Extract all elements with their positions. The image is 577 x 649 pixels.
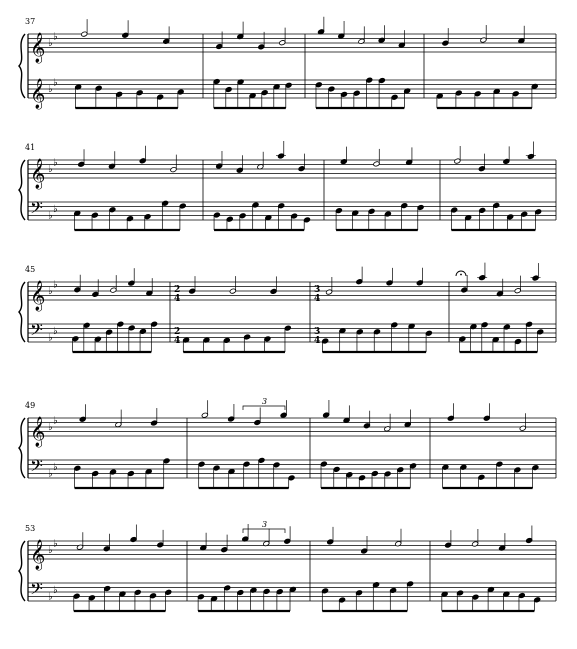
svg-text:2: 2	[174, 326, 181, 337]
measure-notes	[198, 457, 295, 488]
treble-clef-icon: 𝄞	[30, 33, 46, 63]
flat-icon: ♭	[53, 31, 58, 43]
treble-clef-icon: 𝄞	[30, 79, 46, 109]
measure-notes	[74, 458, 170, 488]
measure-notes	[75, 84, 185, 108]
measure-notes	[74, 200, 187, 230]
brace	[19, 418, 25, 478]
svg-text:4: 4	[174, 293, 181, 304]
system-5	[19, 524, 556, 611]
flat-icon: ♭	[53, 584, 58, 596]
measure-notes	[436, 83, 538, 108]
time-signature	[174, 285, 180, 304]
staff-upper	[28, 160, 556, 178]
tuplet-bracket	[243, 397, 285, 410]
measure-notes	[201, 400, 287, 425]
treble-clef-icon: 𝄞	[30, 281, 46, 311]
svg-text:4: 4	[314, 293, 321, 304]
flat-icon: ♭	[48, 210, 53, 222]
measure-notes	[318, 17, 406, 48]
treble-clef-icon: 𝄞	[30, 159, 46, 189]
flat-icon: ♭	[53, 325, 58, 337]
bass-clef-icon: 𝄢	[30, 578, 43, 603]
brace	[19, 282, 25, 342]
brace	[19, 160, 25, 220]
svg-text:2: 2	[174, 284, 181, 295]
flat-icon: ♭	[53, 279, 58, 291]
flat-icon: ♭	[53, 538, 58, 550]
bass-clef-icon: 𝄢	[30, 455, 43, 480]
staff-upper	[28, 282, 556, 300]
bass-clef-icon: 𝄢	[30, 197, 43, 222]
tuplet-number: 3	[262, 520, 268, 529]
brace	[19, 541, 25, 601]
staff-upper	[28, 418, 556, 436]
measure-notes	[441, 586, 541, 611]
bass-clef-icon: 𝄢	[30, 319, 43, 344]
measure-notes	[216, 22, 286, 50]
measure-number: 41	[25, 143, 36, 152]
staff-upper	[28, 34, 556, 52]
svg-text:4: 4	[314, 335, 321, 346]
tuplet-bracket	[243, 520, 285, 533]
measure-notes	[74, 268, 153, 297]
measure-notes	[189, 276, 277, 294]
measure-notes	[72, 321, 158, 352]
fermata-dot	[460, 274, 462, 276]
measure-notes	[442, 461, 539, 488]
flat-icon: ♭	[48, 286, 53, 297]
svg-text:3: 3	[314, 284, 321, 295]
measure-notes	[200, 524, 291, 553]
time-signature	[314, 285, 320, 304]
flat-icon: ♭	[48, 332, 53, 344]
flat-icon: ♭	[53, 203, 58, 215]
measure-notes	[459, 321, 544, 352]
measure-notes	[322, 581, 414, 611]
measure-notes	[81, 19, 170, 44]
measure-notes	[183, 325, 292, 352]
brace	[19, 34, 25, 98]
measure-notes	[216, 141, 305, 173]
flat-icon: ♭	[48, 545, 53, 556]
system-3	[19, 263, 556, 352]
treble-clef-icon: 𝄞	[30, 417, 46, 447]
time-signature	[314, 327, 320, 346]
measure-notes	[340, 147, 412, 167]
svg-text:3: 3	[314, 326, 321, 337]
measure-notes	[78, 146, 177, 173]
measure-number: 49	[25, 401, 36, 410]
measure-notes	[322, 322, 433, 352]
flat-icon: ♭	[53, 77, 58, 89]
measure-number: 45	[25, 265, 36, 274]
measure-number: 37	[25, 17, 36, 26]
time-signature	[174, 327, 180, 346]
measure-notes	[445, 526, 533, 552]
tuplet-number: 3	[262, 397, 268, 406]
measure-notes	[320, 461, 416, 488]
flat-icon: ♭	[53, 461, 58, 473]
measure-notes	[79, 404, 157, 427]
flat-icon: ♭	[48, 468, 53, 480]
flat-icon: ♭	[48, 38, 53, 49]
system-4	[19, 400, 556, 488]
flat-icon: ♭	[48, 591, 53, 603]
svg-text:4: 4	[174, 335, 181, 346]
flat-icon: ♭	[53, 415, 58, 427]
measure-notes	[315, 77, 410, 108]
system-1	[19, 17, 556, 110]
system-2	[19, 141, 556, 230]
flat-icon: ♭	[48, 422, 53, 433]
flat-icon: ♭	[53, 157, 58, 169]
flat-icon: ♭	[48, 164, 53, 175]
measure-notes	[76, 525, 163, 552]
flat-icon: ♭	[48, 84, 53, 95]
measure-number: 53	[25, 524, 36, 533]
measure-notes	[73, 585, 172, 611]
treble-clef-icon: 𝄞	[30, 540, 46, 570]
measure-notes	[461, 263, 541, 297]
measure-notes	[197, 585, 296, 611]
measure-notes	[454, 141, 536, 171]
